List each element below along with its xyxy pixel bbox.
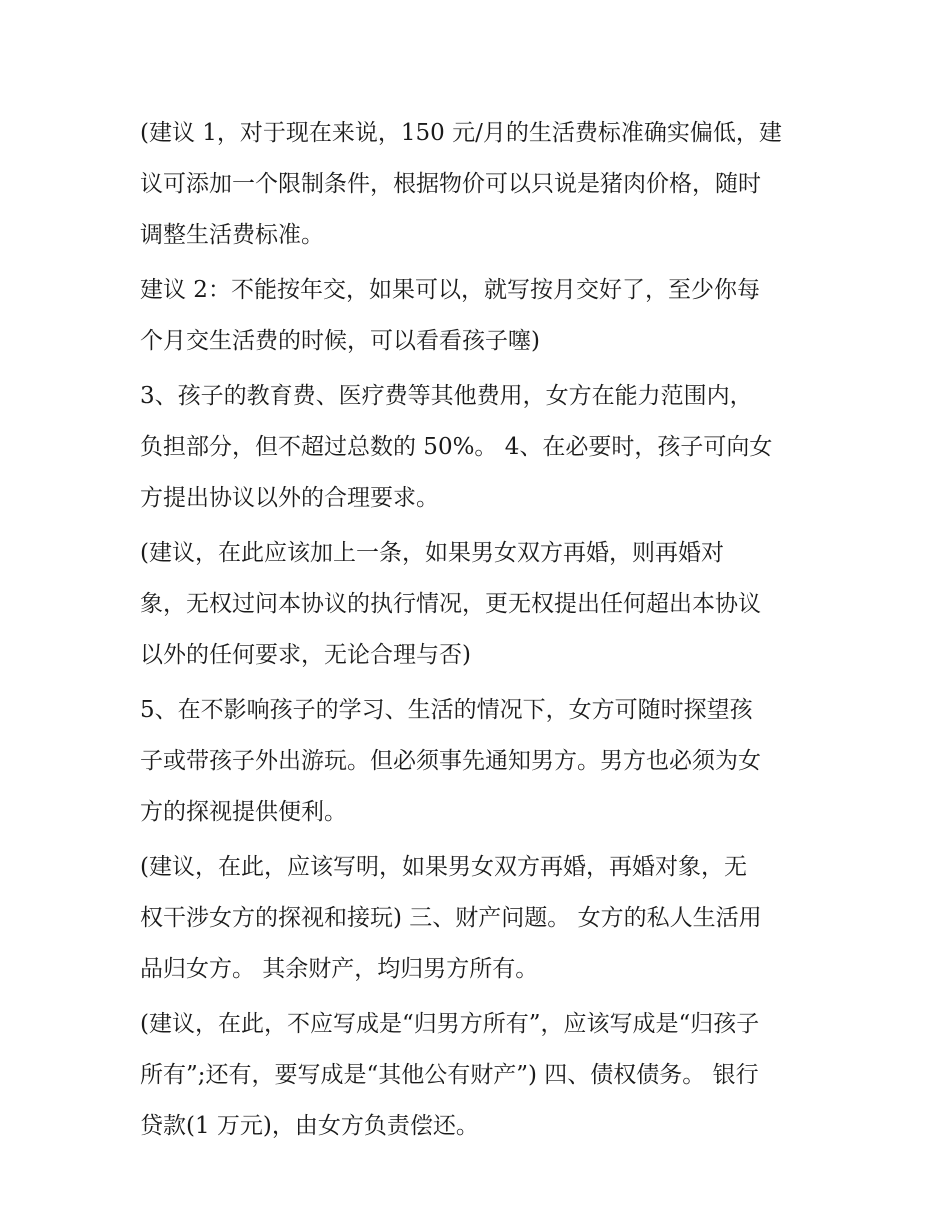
text-line: 建议 2：不能按年交，如果可以，就写按月交好了，至少你每 bbox=[140, 277, 760, 303]
text-line: (建议，在此，不应写成是“归男方所有”，应该写成是“归孩子 bbox=[140, 1011, 760, 1037]
paragraph-clause-5 bbox=[140, 685, 820, 838]
text-line: 品归女方。 其余财产，均归男方所有。 bbox=[140, 956, 539, 982]
text-line: 权干涉女方的探视和接玩) 三、财产问题。 女方的私人生活用 bbox=[140, 905, 762, 931]
text-line: 子或带孩子外出游玩。但必须事先通知男方。男方也必须为女 bbox=[140, 748, 761, 774]
paragraph-suggestion-1 bbox=[140, 108, 820, 261]
text-line: 象，无权过问本协议的执行情况，更无权提出任何超出本协议 bbox=[140, 591, 761, 617]
paragraph-suggestion-remarriage bbox=[140, 528, 820, 681]
text-line: 所有”;还有，要写成是“其他公有财产”) 四、债权债务。 银行 bbox=[140, 1062, 759, 1088]
text-line: 3、孩子的教育费、医疗费等其他费用，女方在能力范围内， bbox=[140, 383, 753, 409]
paragraph-clause-3-4 bbox=[140, 371, 820, 524]
text-line: 5、在不影响孩子的学习、生活的情况下，女方可随时探望孩 bbox=[140, 697, 753, 723]
text-line: (建议，在此应该加上一条，如果男女双方再婚，则再婚对 bbox=[140, 540, 724, 566]
text-line: 个月交生活费的时候，可以看看孩子噻) bbox=[140, 328, 540, 354]
document-body bbox=[140, 108, 820, 1156]
text-line: 贷款(1 万元)，由女方负责偿还。 bbox=[140, 1113, 479, 1139]
text-line: 负担部分，但不超过总数的 50%。 4、在必要时，孩子可向女 bbox=[140, 434, 773, 460]
text-line: 方提出协议以外的合理要求。 bbox=[140, 485, 439, 511]
paragraph-debts bbox=[140, 999, 820, 1152]
paragraph-suggestion-2 bbox=[140, 265, 820, 367]
paragraph-property bbox=[140, 842, 820, 995]
text-line: (建议 1，对于现在来说，150 元/月的生活费标准确实偏低，建 bbox=[140, 120, 782, 146]
text-line: 议可添加一个限制条件，根据物价可以只说是猪肉价格，随时 bbox=[140, 171, 761, 197]
text-line: (建议，在此，应该写明，如果男女双方再婚，再婚对象，无 bbox=[140, 854, 747, 880]
text-line: 以外的任何要求，无论合理与否) bbox=[140, 642, 471, 668]
text-line: 方的探视提供便利。 bbox=[140, 799, 347, 825]
text-line: 调整生活费标准。 bbox=[140, 222, 324, 248]
